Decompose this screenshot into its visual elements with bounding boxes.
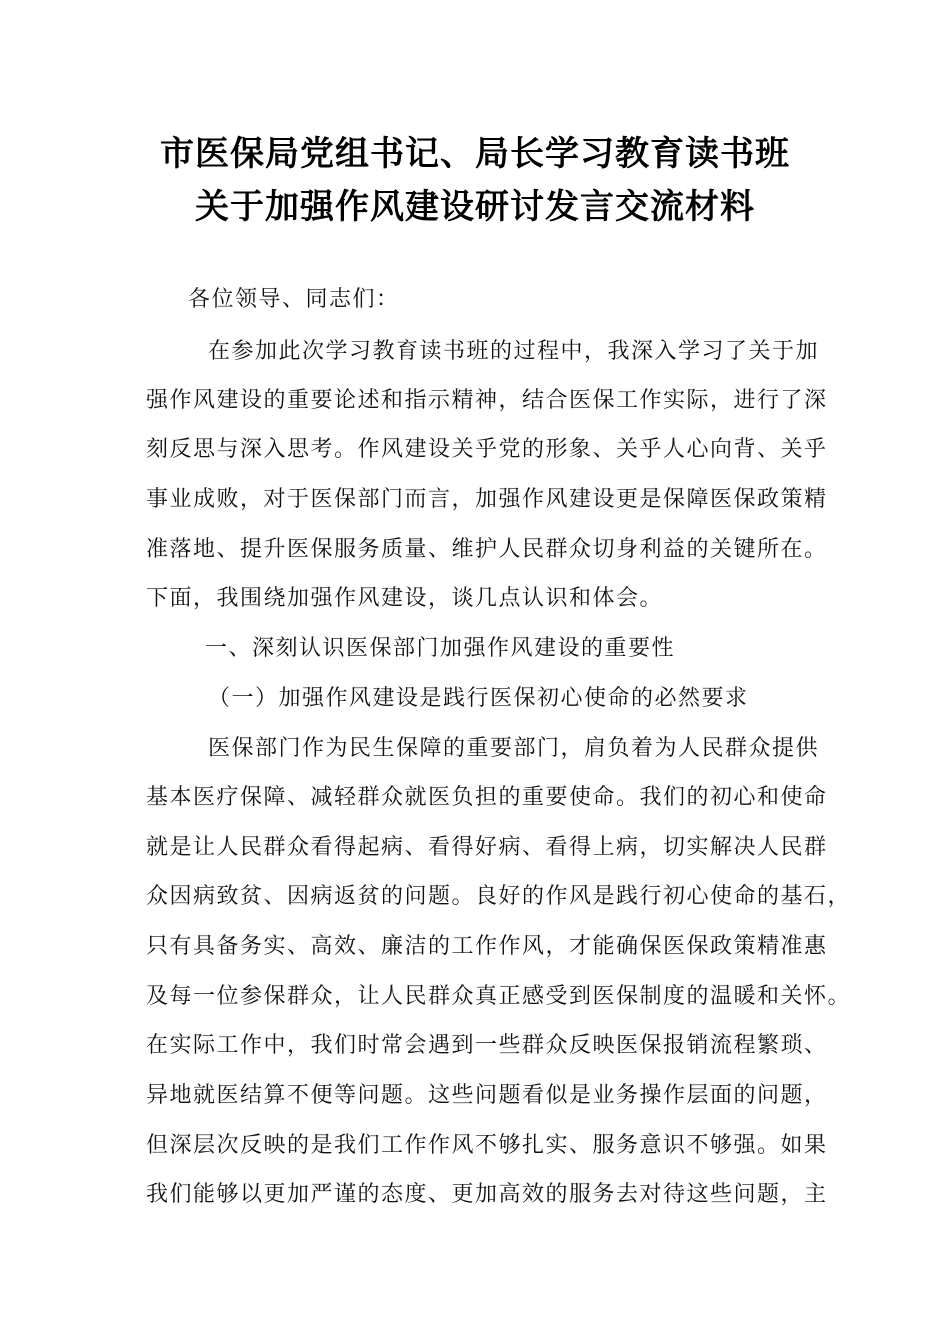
paragraph-line: 异地就医结算不便等问题。这些问题看似是业务操作层面的问题， <box>146 1083 828 1108</box>
paragraph-line: 众因病致贫、因病返贫的问题。良好的作风是践行初心使命的基石， <box>146 884 852 909</box>
section-heading: 一、深刻认识医保部门加强作风建设的重要性 <box>205 636 676 661</box>
document-title-line-2: 关于加强作风建设研讨发言交流材料 <box>195 187 755 227</box>
document-title-line-1: 市医保局党组书记、局长学习教育读书班 <box>160 134 790 174</box>
paragraph-line: 只有具备务实、高效、廉洁的工作作风，才能确保医保政策精准惠 <box>146 934 828 959</box>
paragraph-line: 在实际工作中，我们时常会遇到一些群众反映医保报销流程繁琐、 <box>146 1033 828 1058</box>
subsection-heading: （一）加强作风建设是践行医保初心使命的必然要求 <box>208 686 749 711</box>
salutation: 各位领导、同志们： <box>188 287 400 312</box>
paragraph-line: 我们能够以更加严谨的态度、更加高效的服务去对待这些问题，主 <box>146 1182 828 1207</box>
paragraph-line: 强作风建设的重要论述和指示精神，结合医保工作实际，进行了深 <box>146 388 828 413</box>
paragraph-line: 基本医疗保障、减轻群众就医负担的重要使命。我们的初心和使命 <box>146 785 828 810</box>
paragraph-line: 刻反思与深入思考。作风建设关乎党的形象、关乎人心向背、关乎 <box>146 437 828 462</box>
paragraph-line: 就是让人民群众看得起病、看得好病、看得上病，切实解决人民群 <box>146 835 828 860</box>
paragraph-line: 及每一位参保群众，让人民群众真正感受到医保制度的温暖和关怀。 <box>146 984 852 1009</box>
paragraph-line: 在参加此次学习教育读书班的过程中，我深入学习了关于加 <box>208 339 820 364</box>
paragraph-line: 下面，我围绕加强作风建设，谈几点认识和体会。 <box>146 586 664 611</box>
paragraph-line: 但深层次反映的是我们工作作风不够扎实、服务意识不够强。如果 <box>146 1133 828 1158</box>
paragraph-line: 医保部门作为民生保障的重要部门，肩负着为人民群众提供 <box>208 736 820 761</box>
paragraph-line: 准落地、提升医保服务质量、维护人民群众切身利益的关键所在。 <box>146 537 828 562</box>
paragraph-line: 事业成败，对于医保部门而言，加强作风建设更是保障医保政策精 <box>146 487 828 512</box>
